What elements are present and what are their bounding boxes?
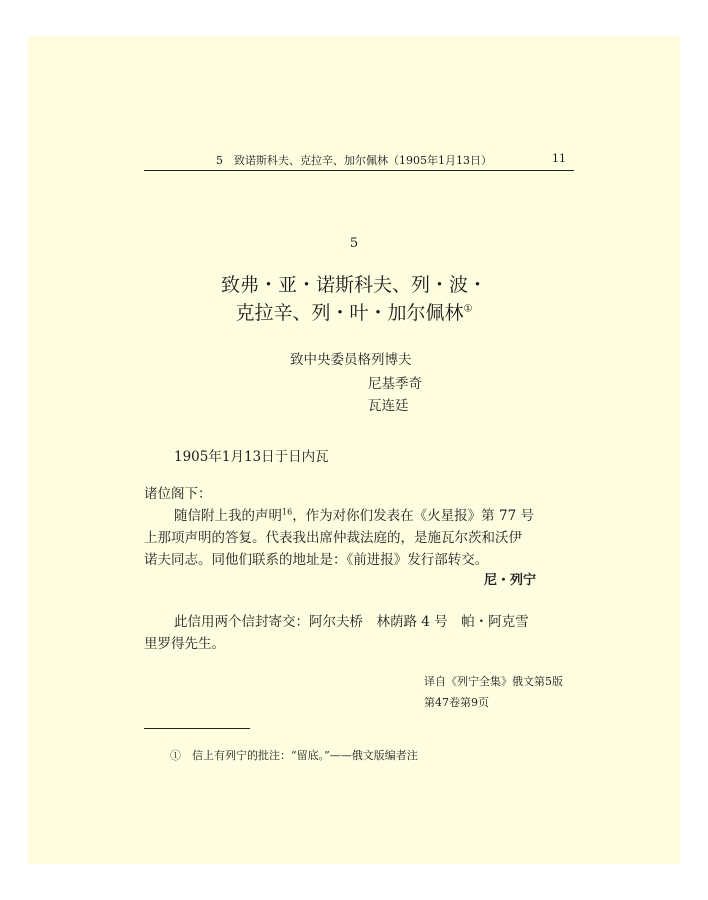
running-title: 5 致诺斯科夫、克拉辛、加尔佩林（1905年1月13日）: [216, 154, 492, 167]
title-note-mark: ①: [463, 303, 473, 315]
body-line-1-b: ，作为对你们发表在《火星报》第 77 号: [292, 508, 534, 524]
signature: 尼・列宁: [484, 573, 537, 588]
recipient-1: 致中央委员格列博夫: [290, 352, 412, 368]
header-rule: [144, 170, 574, 171]
body-line-1: [174, 504, 534, 524]
endnote-ref: 16: [282, 507, 293, 517]
title-line-1: 致弗・亚・诺斯科夫、列・波・: [220, 274, 487, 296]
salutation: 诸位阁下：: [144, 486, 212, 502]
recipient-3: 瓦连廷: [368, 398, 409, 414]
document-page: [28, 36, 680, 864]
postscript-line-1: 此信用两个信封寄交：阿尔夫桥 林荫路 4 号 帕・阿克雪: [174, 614, 529, 630]
date-place: 1905年1月13日于日内瓦: [174, 449, 329, 465]
page-number: 11: [552, 152, 566, 165]
recipient-2: 尼基季奇: [368, 376, 422, 392]
source-line-1: 译自《列宁全集》俄文第5版: [424, 675, 563, 688]
source-line-2: 第47卷第9页: [424, 696, 489, 709]
letter-number: 5: [349, 236, 359, 251]
title-line-2-text: 克拉辛、列・叶・加尔佩林: [235, 302, 464, 324]
body-line-3: 诺夫同志。同他们联系的地址是：《前进报》发行部转交。: [144, 552, 489, 568]
footnote-rule: [144, 728, 250, 729]
body-line-2: 上那项声明的答复。代表我出席仲裁法庭的，是施瓦尔茨和沃伊: [144, 530, 522, 546]
body-line-1-a: 随信附上我的声明: [174, 508, 282, 524]
postscript-line-2: 里罗得先生。: [144, 636, 225, 652]
title-line-2: [28, 298, 680, 325]
footnote: ① 信上有列宁的批注：“留底。”——俄文版编者注: [170, 749, 418, 762]
